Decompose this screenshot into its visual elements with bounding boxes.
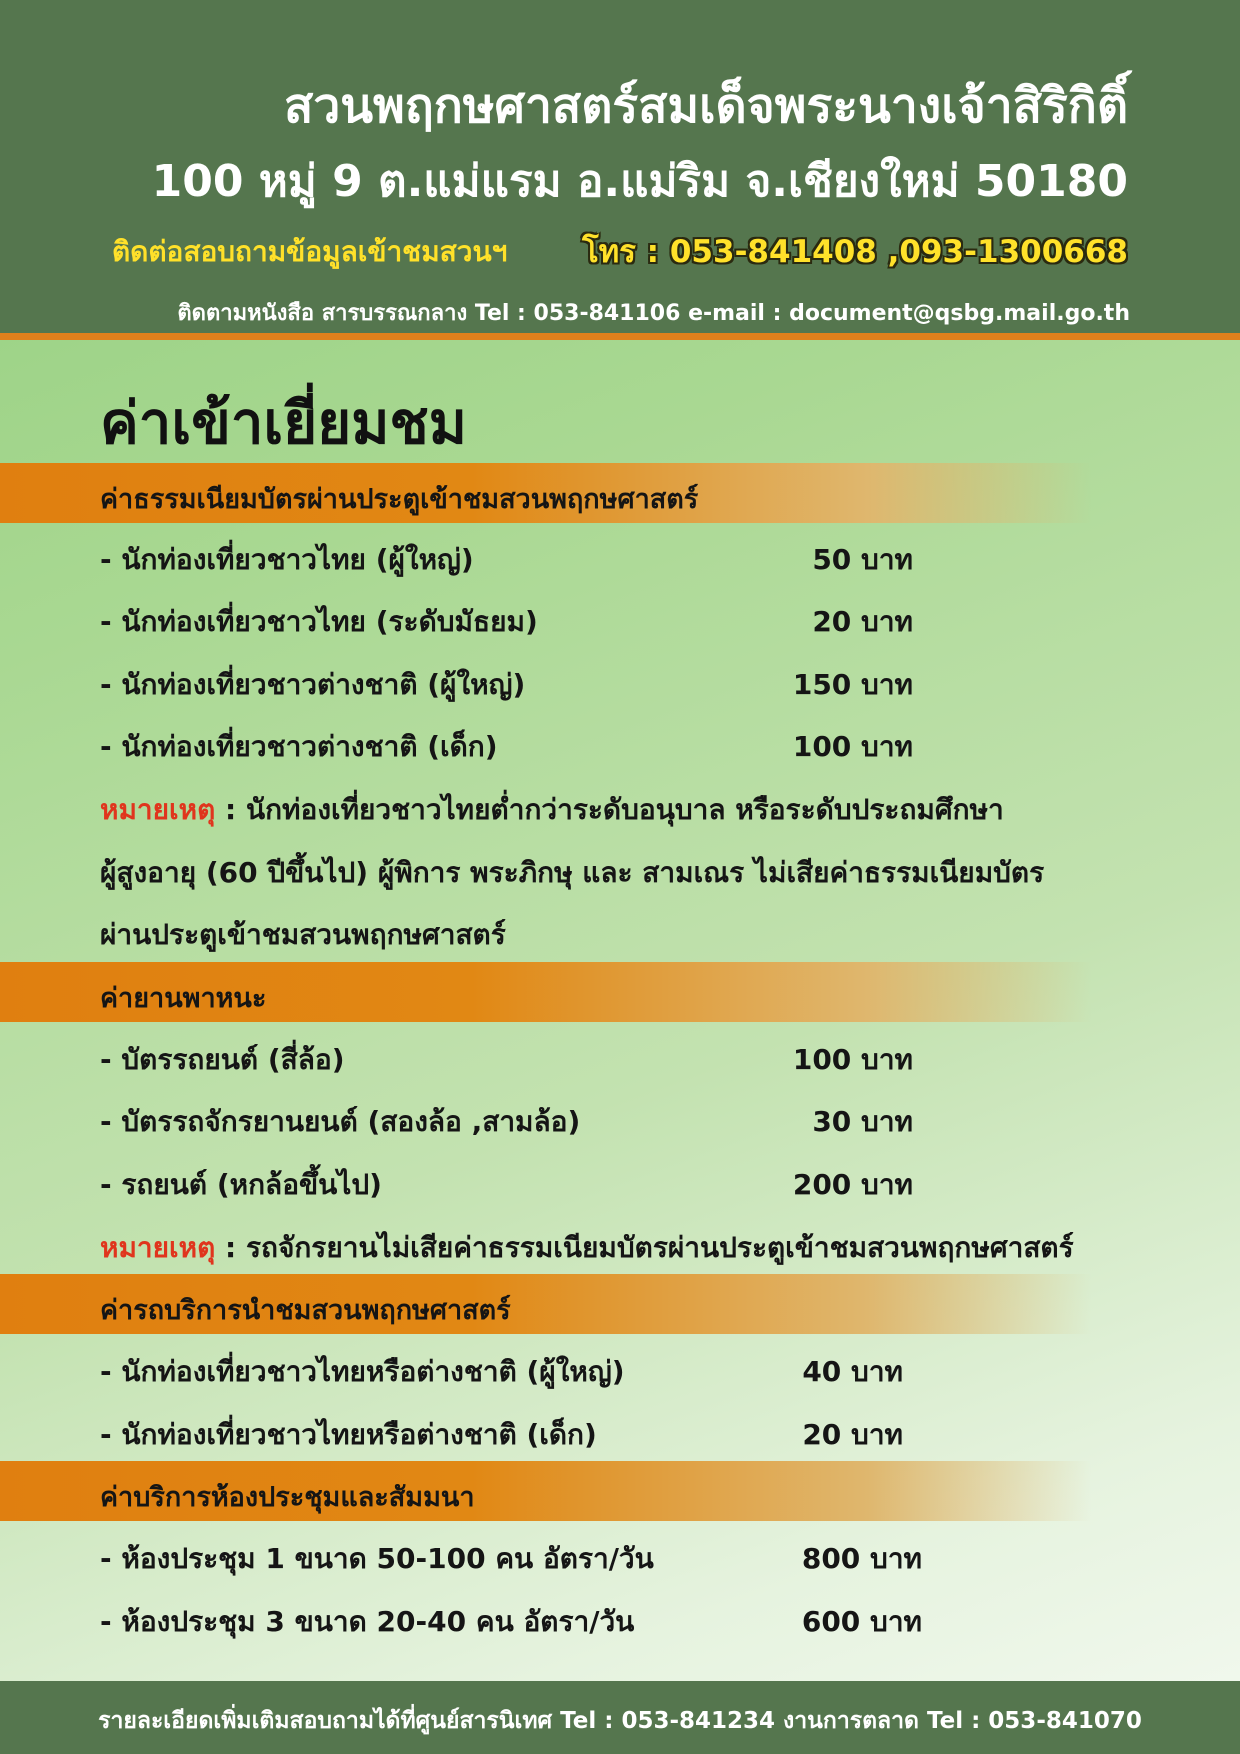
section-tram-heading xyxy=(0,1274,1240,1334)
note-label: หมายเหตุ xyxy=(100,1231,216,1264)
page-title: ค่าเข้าเยี่ยมชม xyxy=(100,389,468,457)
fee-row-price: 20 บาท xyxy=(812,605,913,638)
fee-row-label: - นักท่องเที่ยวชาวไทย (ผู้ใหญ่) xyxy=(100,543,474,576)
section-entrance-heading xyxy=(0,463,1240,523)
fee-row-price: 800 บาท xyxy=(801,1542,922,1575)
fee-row-price: 20 บาท xyxy=(802,1418,903,1451)
section-heading-label: ค่ายานพาหนะ xyxy=(100,983,267,1014)
fee-row-price: 30 บาท xyxy=(812,1105,913,1138)
fee-row-price: 200 บาท xyxy=(792,1168,913,1201)
fee-row-label: - รถยนต์ (หกล้อขึ้นไป) xyxy=(100,1168,382,1201)
fee-row-label: - นักท่องเที่ยวชาวไทยหรือต่างชาติ (เด็ก) xyxy=(100,1418,597,1451)
fee-row-price: 100 บาท xyxy=(792,730,913,763)
fee-row-price: 600 บาท xyxy=(801,1605,922,1638)
fee-row-label: - นักท่องเที่ยวชาวต่างชาติ (เด็ก) xyxy=(100,730,498,763)
note-label: หมายเหตุ xyxy=(100,793,216,826)
fee-row-label: - บัตรรถยนต์ (สี่ล้อ) xyxy=(100,1043,345,1076)
section-heading-label: ค่าธรรมเนียมบัตรผ่านประตูเข้าชมสวนพฤกษศาสตร์ xyxy=(100,484,699,515)
fee-row-label: - ห้องประชุม 1 ขนาด 50-100 คน อัตรา/วัน xyxy=(100,1542,654,1575)
fee-row-label: - นักท่องเที่ยวชาวไทย (ระดับมัธยม) xyxy=(100,605,538,638)
footer-contact: รายละเอียดเพิ่มเติมสอบถามได้ที่ศูนย์สารนิเทศ Tel : 053-841234 งานการตลาด Tel : 053-841070 xyxy=(98,1708,1142,1734)
address: 100 หมู่ 9 ต.แม่แรม อ.แม่ริม จ.เชียงใหม่ 50180 xyxy=(151,156,1128,207)
note-text: : รถจักรยานไม่เสียค่าธรรมเนียมบัตรผ่านประตูเข้าชมสวนพฤกษศาสตร์ xyxy=(215,1231,1074,1264)
footer xyxy=(0,1681,1240,1754)
fee-row-price: 50 บาท xyxy=(812,543,913,576)
fee-row-price: 40 บาท xyxy=(802,1355,903,1388)
section-vehicle-heading xyxy=(0,962,1240,1022)
entrance-note-line: ผู้สูงอายุ (60 ปีขึ้นไป) ผู้พิการ พระภิกษุ และ สามเณร ไม่เสียค่าธรรมเนียมบัตร xyxy=(100,856,1045,889)
section-heading-label: ค่ารถบริการนำชมสวนพฤกษศาสตร์ xyxy=(100,1295,511,1326)
phone-numbers: โทร : 053-841408 ,093-1300668 xyxy=(582,234,1128,270)
document-contact: ติดตามหนังสือ สารบรรณกลาง Tel : 053-841106 e-mail : document@qsbg.mail.go.th xyxy=(177,301,1130,326)
header xyxy=(0,0,1240,333)
garden-name: สวนพฤกษศาสตร์สมเด็จพระนางเจ้าสิริกิติ์ xyxy=(284,78,1128,134)
section-heading-label: ค่าบริการห้องประชุมและสัมมนา xyxy=(100,1482,475,1513)
fee-row-label: - บัตรรถจักรยานยนต์ (สองล้อ ,สามล้อ) xyxy=(100,1105,581,1138)
note-text: : นักท่องเที่ยวชาวไทยต่ำกว่าระดับอนุบาล หรือระดับประถมศึกษา xyxy=(215,793,1004,826)
contact-label: ติดต่อสอบถามข้อมูลเข้าชมสวนฯ xyxy=(112,235,508,268)
header-divider xyxy=(0,333,1240,340)
fee-row-label: - นักท่องเที่ยวชาวไทยหรือต่างชาติ (ผู้ใหญ่) xyxy=(100,1355,625,1388)
fee-row-price: 150 บาท xyxy=(792,668,913,701)
section-meeting-heading xyxy=(0,1461,1240,1521)
fee-row-label: - นักท่องเที่ยวชาวต่างชาติ (ผู้ใหญ่) xyxy=(100,668,526,701)
entrance-note xyxy=(100,788,1004,832)
fee-row-label: - ห้องประชุม 3 ขนาด 20-40 คน อัตรา/วัน xyxy=(100,1605,635,1638)
fee-row-price: 100 บาท xyxy=(792,1043,913,1076)
vehicle-note xyxy=(100,1226,1074,1270)
entrance-note-line: ผ่านประตูเข้าชมสวนพฤกษศาสตร์ xyxy=(100,918,506,951)
